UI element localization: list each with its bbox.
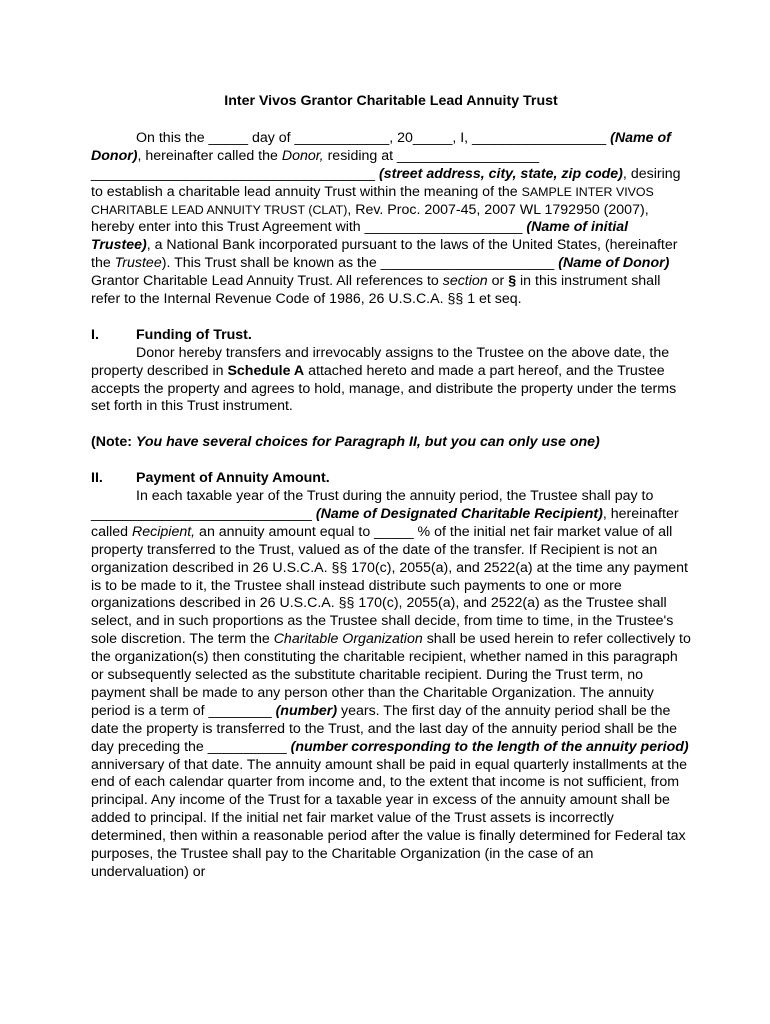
body-text: attached hereto and made a part hereof, and the Trustee accepts the property and agrees to hold, manage, and distribute the property under the terms set forth in this Trust instrument. [91, 362, 677, 415]
body-text: an annuity amount equal to _____ % of the initial net fair market value of all property transferred to the Trust, valued as of the date of the transfer. If Recipient is not an organization described in 26 U.S.C.A. §§ 170(c), 2055(a), and 2522(a) at the time any payment is to be made to it, the Trustee shall instead distribute such payments to one or more organizations described in 26 U.S.C.A. §§ 170(c), 2055(a), and 2522(a) as the Trustee shall select, and in such proportions as the Trustee shall decide, from time to time, in the Trustee's sole discretion. The term the [91, 523, 689, 648]
section-term: section [442, 273, 488, 290]
annuity-length-placeholder: (number corresponding to the length of the annuity period) [290, 738, 689, 755]
intro-text: desiring to establish a charitable lead annuity Trust within the meaning of the [91, 165, 681, 200]
section-2-body [91, 488, 691, 882]
section-2-heading [91, 470, 691, 488]
intro-text: ). This Trust shall be known as the ______________________ [161, 255, 559, 272]
section-number: II. [91, 470, 103, 487]
section-title: Funding of Trust. [136, 326, 252, 343]
intro-paragraph [91, 130, 691, 309]
clat-reference: SAMPLE INTER VIVOS CHARITABLE LEAD ANNUITY TRUST (CLAT) [91, 184, 654, 217]
body-text: shall be used herein to refer collectively to the organization(s) then constituting the charitable recipient, whether named in this paragraph or subsequently selected as the substitute charitable recipient. During the Trust term, no payment shall be made to any person other than the Charitable Organization. The annuity period is a term of ________ [91, 631, 691, 719]
donor-term: Donor, [281, 147, 324, 164]
trustee-term: Trustee [114, 255, 162, 272]
document-title: Inter Vivos Grantor Charitable Lead Annuity Trust [224, 93, 558, 109]
note-paragraph [91, 434, 691, 452]
address-blank: ____________________________________ [91, 165, 376, 182]
intro-text: Grantor Charitable Lead Annuity Trust. All references to [91, 273, 443, 290]
section-1-body [91, 345, 691, 417]
body-text: anniversary of that date. The annuity amount shall be paid in equal quarterly installments at the end of each calendar quarter from income and, to the extent that income is not sufficient, from principal. Any income of the Trust for a taxable year in excess of the annuity amount shall be added to principal. If the initial net fair market value of the Trust assets is incorrectly determined, then within a reasonable period after the value is finally determined for Federal tax purposes, the Trustee shall pay to the Charitable Organization (in the case of an undervaluation) or [91, 756, 687, 881]
charitable-recipient-placeholder: (Name of Designated Charitable Recipient) [315, 505, 603, 522]
schedule-a-reference: Schedule A [227, 362, 305, 379]
body-text: years. The first day of the annuity period shall be the date the property is transferred to the Trust, and the last day of the annuity period shall be the day preceding the __________ [91, 702, 677, 755]
address-placeholder: (street address, city, state, zip code) [379, 165, 623, 182]
document-page [91, 93, 691, 882]
intro-text: , [622, 165, 627, 182]
intro-text: residing at __________________ [323, 147, 540, 164]
name-of-donor-placeholder: (Name of Donor) [91, 129, 671, 164]
charitable-organization-term: Charitable Organization [273, 631, 423, 648]
intro-text: On this the _____ day of ____________, 20_____, I, _________________ [136, 129, 607, 146]
note-label: (Note: [91, 434, 136, 451]
section-symbol: § [508, 273, 517, 290]
name-of-donor-placeholder: (Name of Donor) [558, 255, 670, 272]
intro-text: or [487, 273, 509, 290]
number-placeholder: (number) [275, 702, 338, 719]
body-text: In each taxable year of the Trust during the annuity period, the Trustee shall pay to ____________________________ [91, 487, 654, 522]
section-number: I. [91, 326, 99, 343]
intro-text: , hereinafter called the [137, 147, 282, 164]
section-1-heading [91, 327, 691, 345]
note-text: You have several choices for Paragraph II, but you can only use one) [135, 434, 600, 451]
section-title: Payment of Annuity Amount. [136, 470, 330, 487]
intro-text: , a National Bank incorporated pursuant to the laws of the United States, (hereinafter the [91, 237, 678, 272]
intro-text: , Rev. Proc. 2007-45, 2007 WL 1792950 (2007), hereby enter into this Trust Agreement with ____________________ [91, 201, 649, 236]
recipient-term: Recipient, [132, 523, 196, 540]
body-text: , hereinafter called [91, 505, 679, 540]
intro-text: in this instrument shall refer to the Internal Revenue Code of 1986, 26 U.S.C.A. §§ 1 et seq. [91, 273, 661, 308]
body-text: Donor hereby transfers and irrevocably assigns to the Trustee on the above date, the property described in [91, 344, 670, 379]
initial-trustee-placeholder: (Name of initial Trustee) [91, 219, 629, 254]
